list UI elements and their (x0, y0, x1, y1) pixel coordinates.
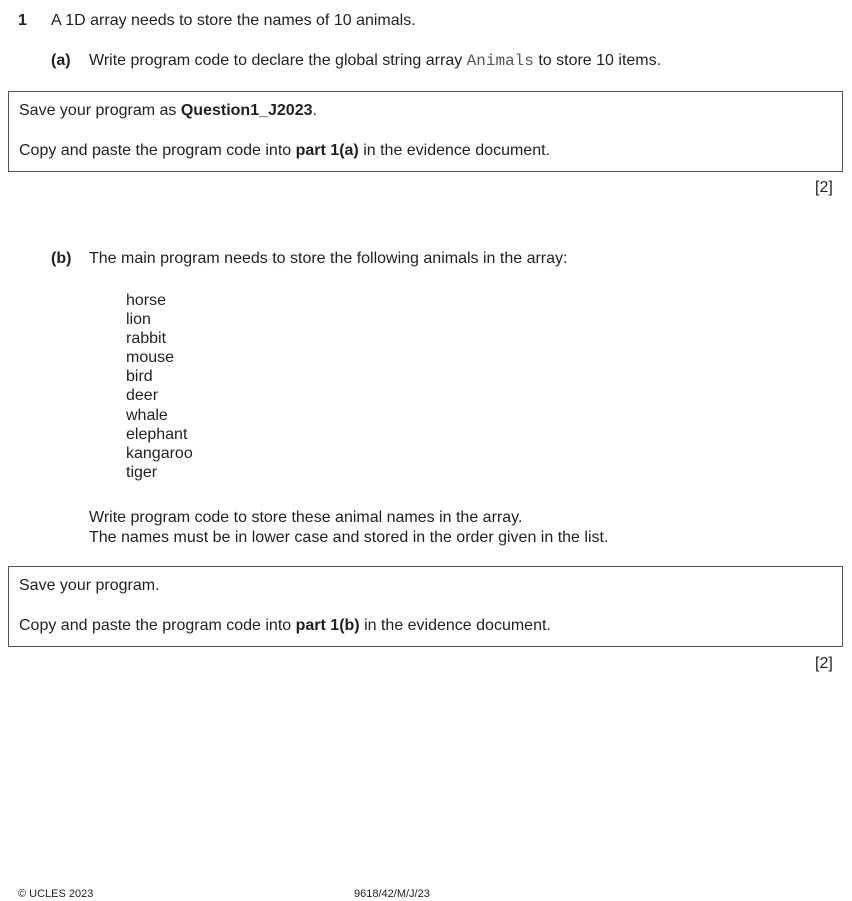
part-a-box-line1: Save your program as Question1_J2023. (19, 102, 317, 119)
list-item: horse (126, 292, 167, 309)
animal-list (126, 291, 193, 482)
question-number: 1 (18, 12, 27, 29)
part-b-instruction1: Write program code to store these animal names in the array. (89, 509, 523, 526)
list-item: elephant (126, 425, 188, 443)
part-a-question (89, 51, 661, 71)
list-item: rabbit (126, 330, 167, 348)
program-filename: Question1_J2023 (180, 102, 313, 119)
list-item: bird (126, 368, 153, 386)
part-b-box-line2: Copy and paste the program code into part 1(b) in the evidence document. (19, 617, 551, 634)
list-item: deer (126, 387, 159, 405)
list-item: whale (126, 406, 168, 424)
part-a-box-line2: Copy and paste the program code into part 1(a) in the evidence document. (19, 142, 550, 159)
part-a-label: (a) (51, 52, 71, 69)
part-a-box-bottom-rule (8, 171, 843, 172)
part-b-evidence-ref: part 1(b) (295, 617, 360, 634)
footer-paper-code: 9618/42/M/J/23 (354, 888, 430, 900)
question-intro: A 1D array needs to store the names of 10 animals. (51, 12, 416, 29)
list-item: lion (126, 311, 151, 329)
part-b-question: The main program needs to store the following animals in the array: (89, 250, 568, 267)
part-b-instruction2: The names must be in lower case and stored in the order given in the list. (89, 529, 609, 546)
footer-copyright: © UCLES 2023 (18, 888, 94, 900)
list-item: mouse (126, 349, 175, 367)
part-b-label: (b) (51, 250, 72, 267)
part-a-code-name: Animals (466, 52, 534, 70)
part-b-box-bottom-rule (8, 646, 843, 647)
list-item: tiger (126, 463, 158, 481)
part-b-marks: [2] (815, 655, 833, 672)
part-a-marks: [2] (815, 179, 833, 196)
part-b-box-line1: Save your program. (19, 577, 160, 594)
part-a-evidence-ref: part 1(a) (295, 142, 359, 159)
part-a-text-before: Write program code to declare the global string array (89, 52, 467, 69)
part-a-text-after: to store 10 items. (533, 52, 662, 69)
list-item: kangaroo (126, 444, 193, 462)
